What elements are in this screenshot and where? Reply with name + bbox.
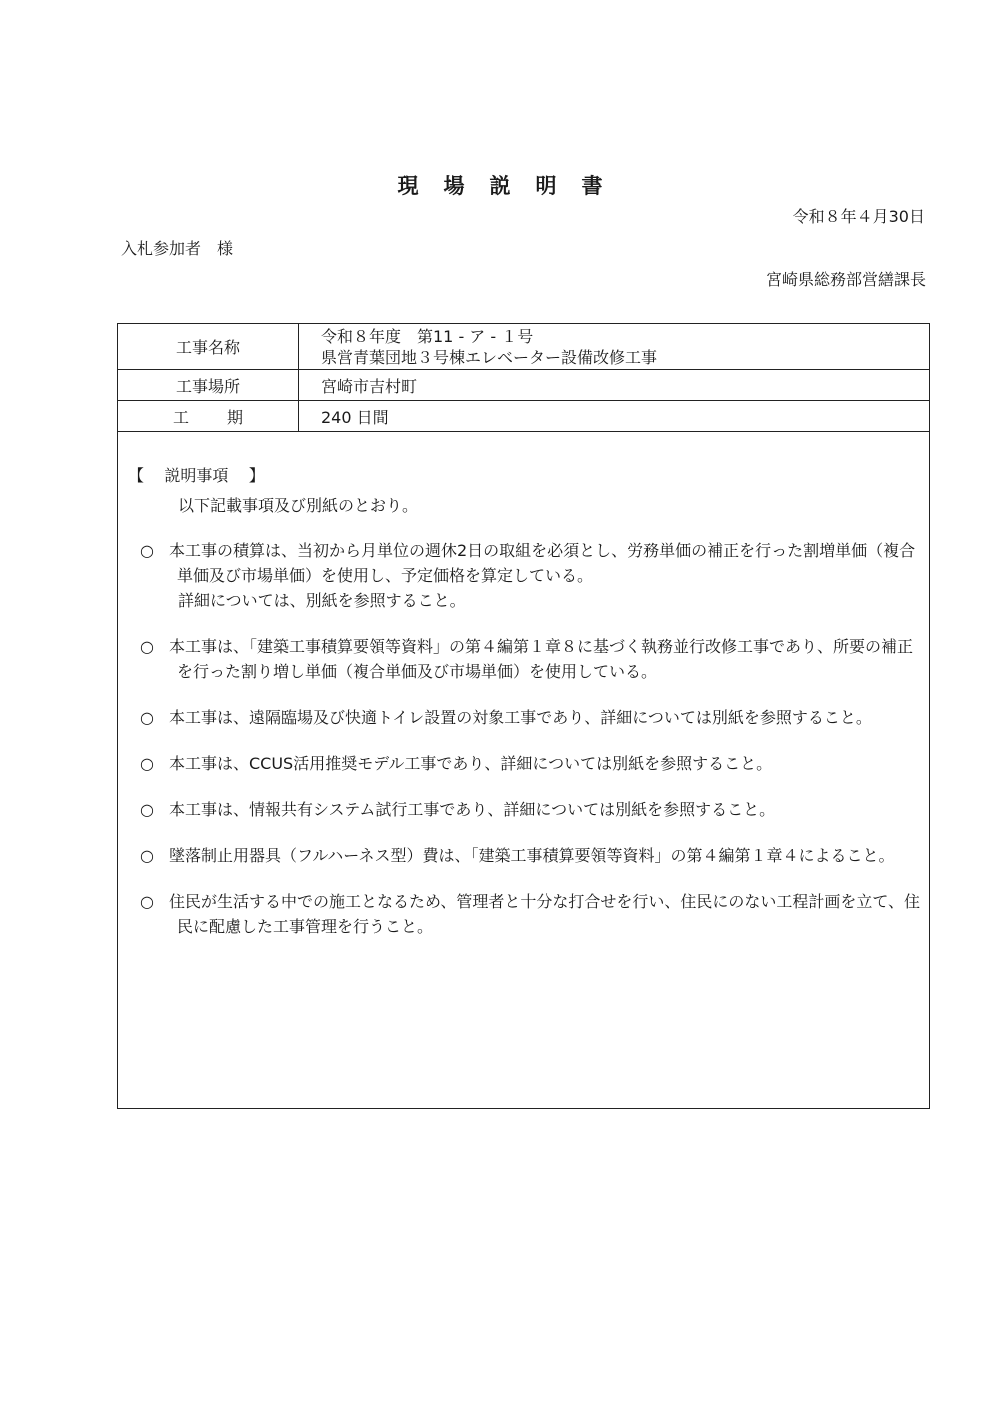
construction-info-table — [118, 324, 929, 432]
list-item — [128, 797, 923, 822]
construction-title: 県営青葉団地３号棟エレベーター設備改修工事 — [321, 347, 658, 367]
circle-bullet-icon: ○ — [140, 800, 154, 819]
explanation-items — [128, 538, 923, 939]
construction-name-label: 工事名称 — [118, 324, 299, 370]
document-body-box — [117, 323, 930, 1109]
table-row — [118, 370, 929, 401]
list-item-text: 墜落制止用器具（フルハーネス型）費は、「建築工事積算要領等資料」の第４編第１章４によること。 — [169, 846, 895, 865]
construction-number: 令和８年度 第11 - ア - １号 — [321, 326, 534, 346]
list-item — [128, 889, 923, 939]
section-heading: 【 説明事項 】 — [128, 466, 265, 485]
list-item — [128, 843, 923, 868]
list-item-text: 本工事は、CCUS活用推奨モデル工事であり、詳細については別紙を参照すること。 — [169, 754, 773, 773]
list-item-text: 本工事の積算は、当初から月単位の週休2日の取組を必須とし、労務単価の補正を行った割増単価（複合単価及び市場単価）を使用し、予定価格を算定している。 — [169, 541, 916, 585]
circle-bullet-icon: ○ — [140, 708, 154, 727]
section-intro: 以下記載事項及び別紙のとおり。 — [178, 496, 419, 515]
circle-bullet-icon: ○ — [140, 754, 154, 773]
construction-name-value — [299, 324, 930, 370]
construction-place-value: 宮崎市吉村町 — [299, 370, 930, 401]
list-item-text: 本工事は、「建築工事積算要領等資料」の第４編第１章８に基づく執務並行改修工事であり、所要の補正を行った割り増し単価（複合単価及び市場単価）を使用している。 — [169, 637, 914, 681]
circle-bullet-icon: ○ — [140, 637, 154, 656]
list-item-text: 住民が生活する中での施工となるため、管理者と十分な打合せを行い、住民にのない工程計画を立て、住民に配慮した工事管理を行うこと。 — [169, 892, 921, 936]
list-item-text: 本工事は、情報共有システム試行工事であり、詳細については別紙を参照すること。 — [169, 800, 776, 819]
issuer: 宮崎県総務部営繕課長 — [765, 270, 926, 289]
explanation-section — [128, 464, 923, 960]
list-item — [128, 751, 923, 776]
list-item — [128, 634, 923, 684]
table-row — [118, 324, 929, 370]
addressee: 入札参加者 様 — [121, 239, 234, 258]
table-row — [118, 401, 929, 432]
list-item-note: 詳細については、別紙を参照すること。 — [178, 591, 466, 610]
document-title: 現場説明書 — [397, 174, 628, 198]
list-item — [128, 705, 923, 730]
construction-period-label: 工期 — [118, 401, 299, 432]
list-item-text: 本工事は、遠隔臨場及び快適トイレ設置の対象工事であり、詳細については別紙を参照すること。 — [169, 708, 872, 727]
construction-place-label: 工事場所 — [118, 370, 299, 401]
circle-bullet-icon: ○ — [140, 892, 154, 911]
issue-date: 令和８年４月30日 — [792, 207, 925, 226]
circle-bullet-icon: ○ — [140, 541, 154, 560]
construction-period-value: 240 日間 — [299, 401, 930, 432]
circle-bullet-icon: ○ — [140, 846, 154, 865]
list-item — [128, 538, 923, 613]
